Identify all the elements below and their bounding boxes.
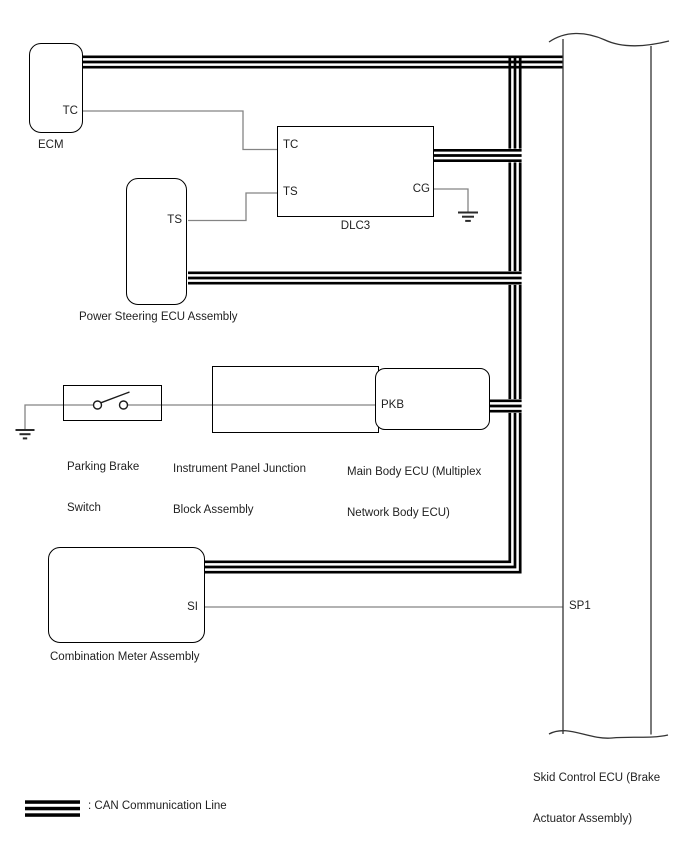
ecm-label: ECM	[38, 139, 64, 151]
can-branch-dlc3	[434, 149, 522, 163]
dlc3-terminal-tc: TC	[283, 139, 299, 151]
main-body-terminal-pkb: PKB	[381, 399, 405, 411]
power-steering-ecu-box	[126, 178, 187, 305]
ecm-box	[29, 43, 83, 133]
wire-ps-ts-dlc3	[188, 193, 277, 221]
skid-control-label	[533, 745, 660, 852]
skid-band-top-wave	[549, 33, 669, 45]
parking-brake-switch-box	[63, 385, 162, 421]
can-legend-label: : CAN Communication Line	[88, 800, 227, 812]
skid-control-label-line2: Actuator Assembly)	[533, 812, 633, 825]
dlc3-box	[277, 126, 434, 217]
can-branch-power-steering	[188, 271, 522, 285]
power-steering-label: Power Steering ECU Assembly	[79, 311, 238, 323]
wire-ecm-tc-dlc3	[83, 111, 277, 150]
dlc3-terminal-cg: CG	[412, 183, 430, 195]
junction-block-label-line1: Instrument Panel Junction	[173, 463, 306, 475]
main-body-label	[347, 439, 481, 547]
skid-band-bottom-wave	[549, 731, 668, 738]
combination-meter-label: Combination Meter Assembly	[50, 651, 200, 663]
dlc3-terminal-ts: TS	[283, 186, 298, 198]
junction-block-label-line2: Block Assembly	[173, 503, 254, 516]
can-legend-symbol	[25, 800, 80, 817]
skid-control-label-line1: Skid Control ECU (Brake	[533, 772, 661, 784]
can-line-ecm-skid	[83, 57, 563, 67]
ground-icon-cg	[458, 213, 478, 221]
parking-brake-label-line2: Switch	[67, 501, 101, 514]
ground-icon-parking	[16, 430, 35, 438]
wire-dlc3-cg-ground	[434, 189, 468, 212]
main-body-label-line1: Main Body ECU (Multiplex	[347, 466, 482, 478]
skid-terminal-sp1: SP1	[569, 600, 591, 612]
skid-band	[549, 33, 669, 738]
junction-block-box	[212, 366, 379, 433]
can-branch-main-body	[490, 399, 522, 413]
power-steering-terminal-ts: TS	[167, 214, 182, 226]
dlc3-label: DLC3	[340, 220, 371, 232]
ecm-terminal-tc: TC	[62, 105, 78, 117]
junction-block-label	[173, 436, 306, 544]
main-body-label-line2: Network Body ECU)	[347, 506, 450, 519]
parking-brake-label	[67, 434, 139, 542]
parking-brake-label-line1: Parking Brake	[67, 461, 140, 473]
combination-meter-terminal-si: SI	[187, 601, 198, 613]
combination-meter-box	[48, 547, 205, 643]
